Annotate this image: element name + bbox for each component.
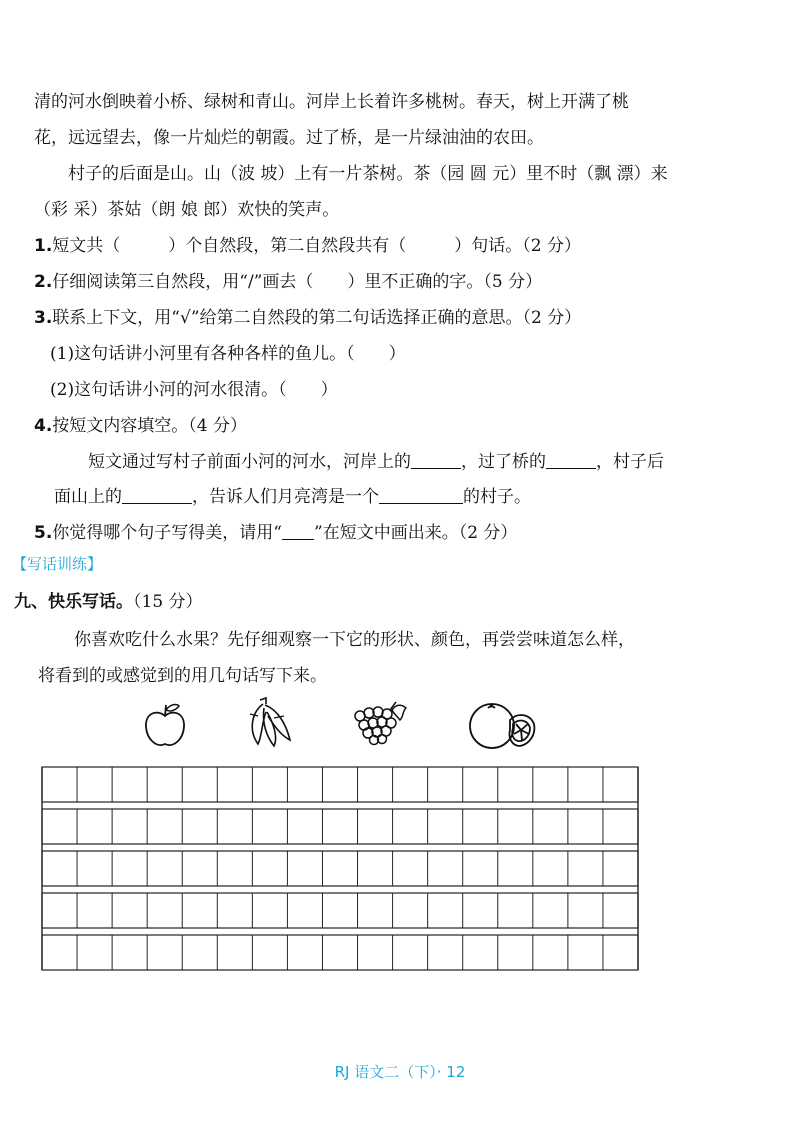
grid-row [42,851,638,886]
grid-row [42,893,638,928]
question-9-points: （15 分） [133,592,203,612]
fill-text: 的村子。 [463,487,531,507]
passage-line-4: （彩 采）茶姑（朗 娘 郎）欢快的笑声。 [34,200,340,220]
question-text: ”在短文中画出来。（2 分） [314,523,518,543]
question-9-heading: 九、快乐写话。 [14,592,133,612]
fill-text: ，村子后 [596,452,664,472]
grid-row [42,809,638,844]
question-number: 3. [34,308,53,328]
grid-row [42,935,638,970]
question-number: 1. [34,236,53,256]
question-text: 按短文内容填空。（4 分） [52,416,248,436]
grid-row [42,767,638,802]
question-text: 你觉得哪个句子写得美，请用“ [52,523,282,543]
passage-line-1: 清的河水倒映着小桥、绿树和青山。河岸上长着许多桃树。春天，树上开满了桃 [34,92,629,112]
passage-line-2: 花，远远望去，像一片灿烂的朝霞。过了桥，是一片绿油油的农田。 [34,128,544,148]
question-text: ）个自然段，第二自然段共有（ [168,236,407,256]
question-9-prompt-2: 将看到的或感觉到的用几句话写下来。 [38,666,327,686]
question-3-option-1[interactable]: (1)这句话讲小河里有各种各样的鱼儿。（ ） [50,344,406,364]
question-text: 联系上下文，用“√”给第二自然段的第二句话选择正确的意思。（2 分） [52,308,582,328]
page-footer: RJ 语文二（下）· 12 [334,1063,466,1081]
fill-text: ，过了桥的 [461,452,546,472]
fill-text: ，告诉人们月亮湾是一个 [192,487,379,507]
fill-text: 面山上的 [54,487,122,507]
fill-text: 短文通过写村子前面小河的河水，河岸上的 [88,452,411,472]
question-text: 短文共（ [52,236,121,256]
question-3-option-2[interactable]: (2)这句话讲小河的河水很清。（ ） [50,380,338,400]
question-number: 5. [34,523,53,543]
section-tag: 【写话训练】 [12,555,103,573]
question-number: 2. [34,272,53,292]
question-9-prompt-1: 你喜欢吃什么水果？先仔细观察一下它的形状、颜色，再尝尝味道怎么样， [74,630,635,650]
question-text: ）句话。（2 分） [454,236,582,256]
question-text: 仔细阅读第三自然段，用“/”画去（ ）里不正确的字。（5 分） [52,272,543,292]
passage-line-3: 村子的后面是山。山（波 坡）上有一片茶树。茶（园 圆 元）里不时（飘 漂）来 [68,164,668,184]
question-number: 4. [34,416,53,436]
